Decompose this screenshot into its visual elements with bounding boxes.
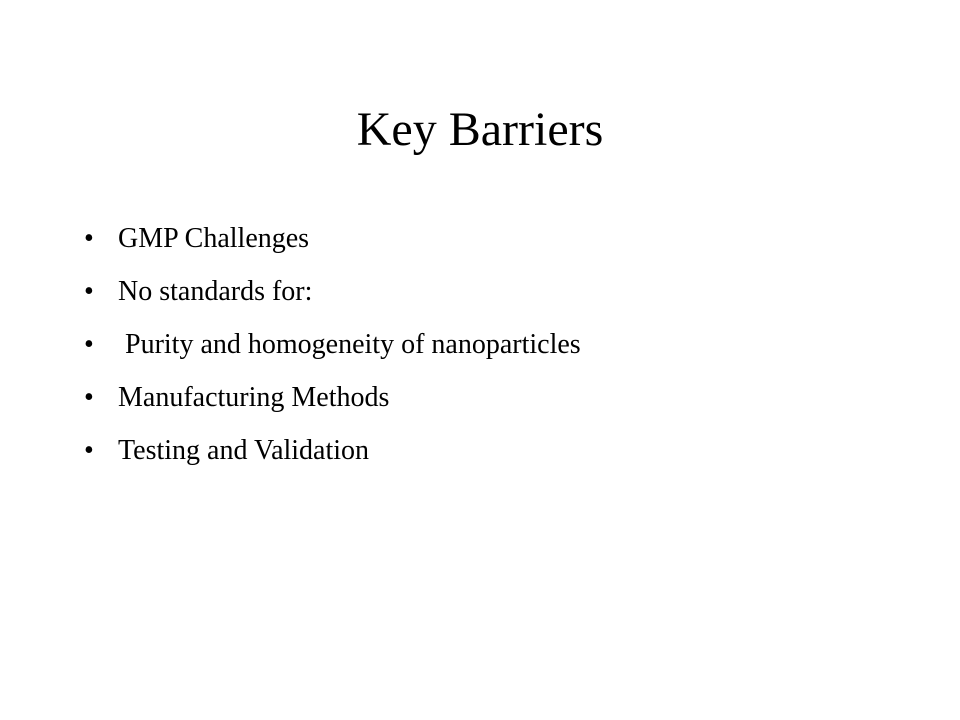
bullet-text: GMP Challenges <box>118 223 310 254</box>
list-item <box>84 216 581 269</box>
bullet-icon: • <box>84 435 94 466</box>
list-item <box>84 375 581 428</box>
bullet-icon: • <box>84 276 94 307</box>
bullet-icon: • <box>84 382 94 413</box>
bullet-icon: • <box>84 223 94 254</box>
list-item <box>84 322 581 375</box>
bullet-text: Manufacturing Methods <box>118 382 390 413</box>
bullet-list <box>84 216 581 481</box>
bullet-icon: • <box>84 329 94 360</box>
slide-title: Key Barriers <box>356 103 604 156</box>
bullet-text: No standards for: <box>118 276 313 307</box>
list-item <box>84 428 581 481</box>
list-item <box>84 269 581 322</box>
bullet-text: Purity and homogeneity of nanoparticles <box>118 329 581 360</box>
bullet-text: Testing and Validation <box>118 435 370 466</box>
